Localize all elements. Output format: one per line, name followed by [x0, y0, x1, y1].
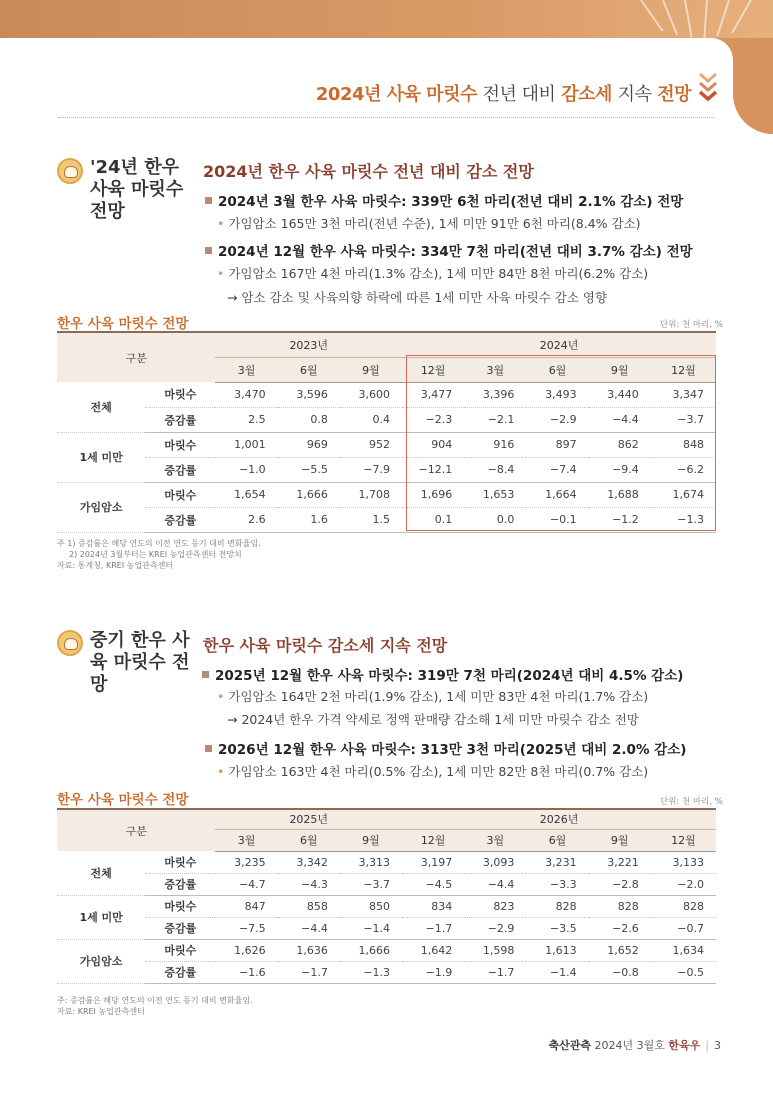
table-cell: 0.1: [402, 507, 464, 532]
table-cell: 858: [278, 895, 340, 917]
table-cell: 1,653: [464, 482, 526, 507]
table-cell: 3,347: [651, 382, 716, 407]
table2-month: 3월: [215, 829, 277, 851]
table-cell: 3,477: [402, 382, 464, 407]
table-cell: −2.9: [464, 917, 526, 939]
table-cell: −1.2: [589, 507, 651, 532]
table-cell: 3,396: [464, 382, 526, 407]
table1-body: [57, 382, 716, 532]
table2-note1: 주: 증감률은 해당 연도의 이전 연도 동기 대비 변화율임.: [57, 996, 253, 1005]
side-tab: [733, 38, 773, 134]
row-metric-label: 마릿수: [145, 895, 215, 917]
table-cell: 834: [402, 895, 464, 917]
table-cell: 1.5: [340, 507, 402, 532]
table-cell: −6.2: [651, 457, 716, 482]
table2-month: 12월: [402, 829, 464, 851]
table2-month: 6월: [278, 829, 340, 851]
section2-bullet2: 2026년 12월 한우 사육 마릿수: 313만 3천 마리(2025년 대비 2.0% 감소): [205, 738, 686, 758]
row-group-label: 1세 미만: [57, 895, 145, 939]
table-cell: −5.5: [278, 457, 340, 482]
table-cell: −1.3: [651, 507, 716, 532]
table-cell: 1,666: [340, 939, 402, 961]
section1-bullet2: 2024년 12월 한우 사육 마릿수: 334만 7천 마리(전년 대비 3.7% 감소) 전망: [205, 240, 693, 260]
table-cell: −2.3: [402, 407, 464, 432]
table-cell: −1.7: [278, 961, 340, 983]
table-cell: −12.1: [402, 457, 464, 482]
table-cell: 3,313: [340, 851, 402, 873]
table2-year1: 2025년: [215, 809, 402, 829]
table-cell: −2.8: [589, 873, 651, 895]
table-cell: 828: [526, 895, 588, 917]
table1-year1: 2023년: [215, 332, 402, 357]
table2-month: 9월: [589, 829, 651, 851]
table-cell: 1,654: [215, 482, 277, 507]
table-cell: 3,197: [402, 851, 464, 873]
row-metric-label: 마릿수: [145, 939, 215, 961]
table-cell: 897: [526, 432, 588, 457]
table1-month: 3월: [464, 357, 526, 382]
table-cell: −9.4: [589, 457, 651, 482]
table-row: [57, 482, 716, 507]
row-metric-label: 증감률: [145, 961, 215, 983]
table1-month: 9월: [589, 357, 651, 382]
section2-heading: 한우 사육 마릿수 감소세 지속 전망: [203, 636, 448, 655]
table-cell: 3,093: [464, 851, 526, 873]
section1-bullet2-sub: • 가임암소 167만 4천 마리(1.3% 감소), 1세 미만 84만 8천 마리(6.2% 감소): [217, 266, 649, 281]
row-group-label: 전체: [57, 382, 145, 432]
table-cell: −7.4: [526, 457, 588, 482]
table-cell: 3,600: [340, 382, 402, 407]
table-row: [57, 407, 716, 432]
row-metric-label: 마릿수: [145, 851, 215, 873]
table-cell: 969: [278, 432, 340, 457]
table-cell: 3,470: [215, 382, 277, 407]
table-cell: 1,688: [589, 482, 651, 507]
table-cell: 916: [464, 432, 526, 457]
section2-bullet2-sub: • 가임암소 163만 4천 마리(0.5% 감소), 1세 미만 82만 8천 마리(0.7% 감소): [217, 764, 649, 779]
table-cell: 3,342: [278, 851, 340, 873]
table-cell: −1.3: [340, 961, 402, 983]
table-cell: 3,235: [215, 851, 277, 873]
table-row: [57, 432, 716, 457]
table-cell: 850: [340, 895, 402, 917]
table-cell: 2.6: [215, 507, 277, 532]
table1-title: 한우 사육 마릿수 전망: [57, 316, 189, 332]
table-cell: 0.8: [278, 407, 340, 432]
table1-month: 9월: [340, 357, 402, 382]
row-metric-label: 마릿수: [145, 482, 215, 507]
row-metric-label: 증감률: [145, 507, 215, 532]
table-cell: −7.5: [215, 917, 277, 939]
table-cell: 1,626: [215, 939, 277, 961]
section2-bullet1-sub: • 가임암소 164만 2천 마리(1.9% 감소), 1세 미만 83만 4천 마리(1.7% 감소): [217, 689, 649, 704]
table-cell: −7.9: [340, 457, 402, 482]
table-row: [57, 961, 716, 983]
table-cell: −2.9: [526, 407, 588, 432]
table-cell: 1,634: [651, 939, 716, 961]
table-cell: −8.4: [464, 457, 526, 482]
row-group-label: 가임암소: [57, 482, 145, 532]
table-cell: −1.6: [215, 961, 277, 983]
table-cell: 3,493: [526, 382, 588, 407]
table-cell: 1,664: [526, 482, 588, 507]
table-cell: −3.7: [340, 873, 402, 895]
table-cell: 1,652: [589, 939, 651, 961]
table2-month: 3월: [464, 829, 526, 851]
table-cell: 1.6: [278, 507, 340, 532]
table-cell: −1.7: [464, 961, 526, 983]
header-band: [0, 0, 773, 38]
table-cell: 1,708: [340, 482, 402, 507]
table-row: [57, 939, 716, 961]
section1-heading: 2024년 한우 사육 마릿수 전년 대비 감소 전망: [203, 162, 534, 181]
table-cell: −3.7: [651, 407, 716, 432]
table1-unit: 단위: 천 마리, %: [660, 320, 723, 330]
table-cell: −2.6: [589, 917, 651, 939]
table2-year2: 2026년: [402, 809, 716, 829]
table-row: [57, 917, 716, 939]
table-cell: −1.4: [340, 917, 402, 939]
table-cell: −4.4: [278, 917, 340, 939]
table-cell: −0.1: [526, 507, 588, 532]
table-cell: 848: [651, 432, 716, 457]
header-divider: [58, 117, 714, 118]
table-cell: 2.5: [215, 407, 277, 432]
table-cell: 1,613: [526, 939, 588, 961]
table1-month: 6월: [278, 357, 340, 382]
table-cell: 3,440: [589, 382, 651, 407]
table-cell: 862: [589, 432, 651, 457]
section1-bullet1-sub: • 가임암소 165만 3천 마리(전년 수준), 1세 미만 91만 6천 마리(8.4% 감소): [217, 216, 641, 231]
table-cell: −4.4: [464, 873, 526, 895]
row-metric-label: 증감률: [145, 917, 215, 939]
table-cell: −0.7: [651, 917, 716, 939]
row-group-label: 전체: [57, 851, 145, 895]
tab-notch: [711, 38, 733, 60]
table2-corner: 구분: [57, 809, 215, 851]
table1-note1: 주 1) 증감률은 해당 연도의 이전 연도 동기 대비 변화율임.: [57, 539, 261, 548]
table-cell: −4.7: [215, 873, 277, 895]
table2-unit: 단위: 천 마리, %: [660, 797, 723, 807]
table2-title: 한우 사육 마릿수 전망: [57, 792, 189, 808]
table-cell: 1,636: [278, 939, 340, 961]
row-metric-label: 증감률: [145, 457, 215, 482]
table-cell: 0.0: [464, 507, 526, 532]
table-cell: 823: [464, 895, 526, 917]
table-cell: −3.3: [526, 873, 588, 895]
section1-label: '24년 한우 사육 마릿수 전망: [90, 157, 184, 222]
table2-month: 6월: [526, 829, 588, 851]
table-cell: 1,666: [278, 482, 340, 507]
table-cell: 1,674: [651, 482, 716, 507]
table2-source: 자료: KREI 농업관측센터: [57, 1007, 145, 1016]
table-cell: 1,642: [402, 939, 464, 961]
table-cell: 3,596: [278, 382, 340, 407]
table-cell: 1,598: [464, 939, 526, 961]
table-row: [57, 895, 716, 917]
table2-month: 9월: [340, 829, 402, 851]
table-cell: 828: [589, 895, 651, 917]
table2-body: [57, 851, 716, 983]
table-cell: −1.0: [215, 457, 277, 482]
section1-bullet1: 2024년 3월 한우 사육 마릿수: 339만 6천 마리(전년 대비 2.1% 감소) 전망: [205, 190, 683, 210]
table1-month: 6월: [526, 357, 588, 382]
table1-year2: 2024년: [402, 332, 716, 357]
table-cell: 904: [402, 432, 464, 457]
table-cell: 1,696: [402, 482, 464, 507]
table-cell: −4.4: [589, 407, 651, 432]
row-metric-label: 마릿수: [145, 382, 215, 407]
row-metric-label: 마릿수: [145, 432, 215, 457]
table-cell: −2.0: [651, 873, 716, 895]
table-row: [57, 382, 716, 407]
row-metric-label: 증감률: [145, 407, 215, 432]
table-row: [57, 507, 716, 532]
row-group-label: 1세 미만: [57, 432, 145, 482]
section2-bullet1-arrow: → 2024년 한우 가격 약세로 정액 판매량 감소해 1세 미만 마릿수 감소 전망: [227, 712, 639, 727]
page-footer: 축산관측 2024년 3월호 한육우 | 3: [548, 1039, 721, 1052]
table1: [57, 331, 716, 533]
cattle-icon: [57, 630, 83, 656]
table-cell: −1.7: [402, 917, 464, 939]
table-cell: 847: [215, 895, 277, 917]
cattle-icon: [57, 158, 83, 184]
chevron-down-icon: [697, 70, 719, 104]
section2-bullet1: 2025년 12월 한우 사육 마릿수: 319만 7천 마리(2024년 대비 4.5% 감소): [202, 664, 683, 684]
table-row: [57, 873, 716, 895]
table1-month: 12월: [651, 357, 716, 382]
table-cell: −0.5: [651, 961, 716, 983]
table-cell: 3,221: [589, 851, 651, 873]
table1-source: 자료: 통계청, KREI 농업관측센터: [57, 561, 174, 570]
table-cell: 0.4: [340, 407, 402, 432]
table2: [57, 808, 716, 984]
table-cell: −2.1: [464, 407, 526, 432]
table2-month: 12월: [651, 829, 716, 851]
table-cell: 1,001: [215, 432, 277, 457]
section2-label: 중기 한우 사육 마릿수 전망: [90, 630, 190, 695]
table-cell: −3.5: [526, 917, 588, 939]
table-cell: −4.5: [402, 873, 464, 895]
table-cell: −0.8: [589, 961, 651, 983]
table-cell: −1.4: [526, 961, 588, 983]
table-row: [57, 457, 716, 482]
section1-bullet2-arrow: → 암소 감소 및 사육의향 하락에 따른 1세 미만 사육 마릿수 감소 영향: [227, 290, 608, 305]
page-title: 2024년 사육 마릿수 전년 대비 감소세 지속 전망: [315, 84, 691, 105]
table-row: [57, 851, 716, 873]
table1-corner: 구분: [57, 332, 215, 382]
row-metric-label: 증감률: [145, 873, 215, 895]
table-cell: 828: [651, 895, 716, 917]
row-group-label: 가임암소: [57, 939, 145, 983]
table-cell: −4.3: [278, 873, 340, 895]
table-cell: 3,231: [526, 851, 588, 873]
table1-month: 12월: [402, 357, 464, 382]
table1-note2: 2) 2024년 3월부터는 KREI 농업관측센터 전망치: [69, 550, 242, 559]
table-cell: −1.9: [402, 961, 464, 983]
table-cell: 952: [340, 432, 402, 457]
table-cell: 3,133: [651, 851, 716, 873]
table1-month: 3월: [215, 357, 277, 382]
